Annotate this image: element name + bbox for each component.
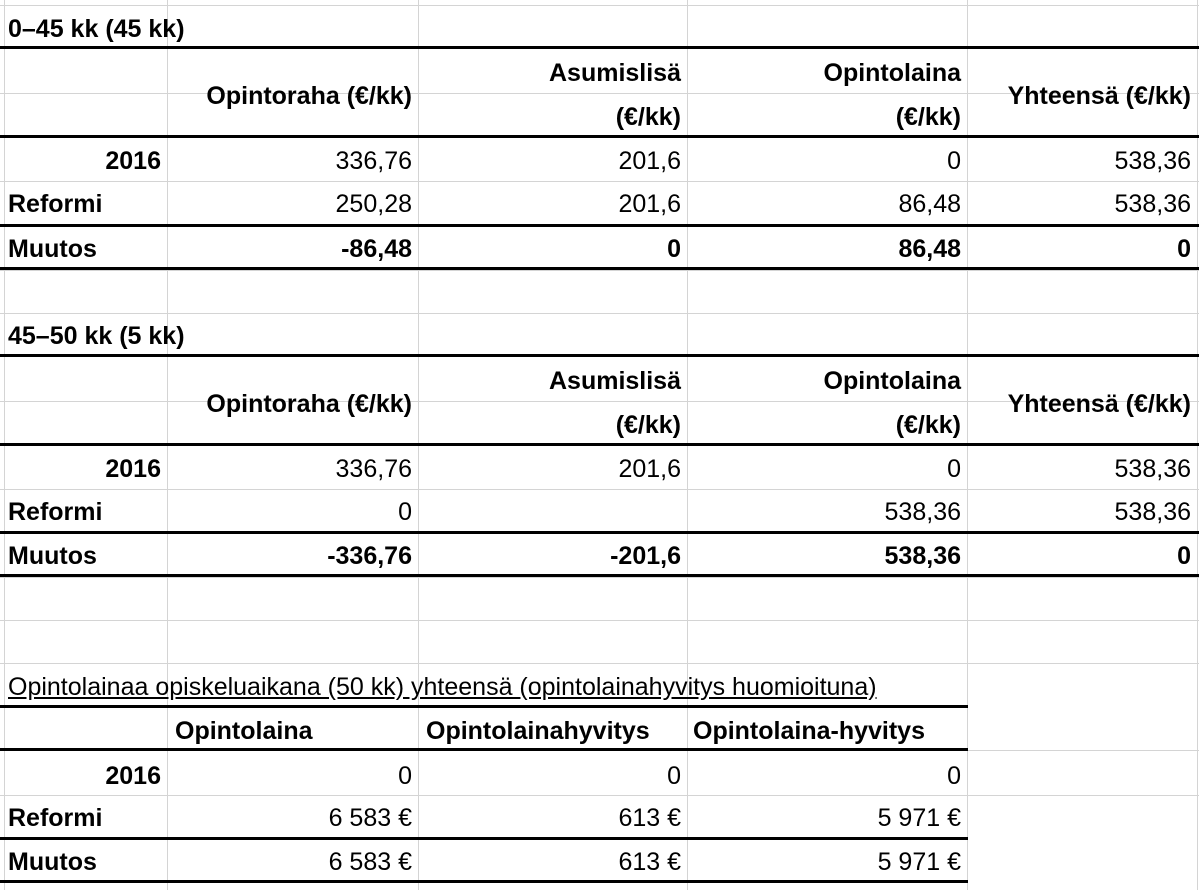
rule-section1-bottom	[0, 267, 1199, 270]
cell-opintolaina: 86,48	[898, 190, 961, 218]
rule-section1-top	[0, 46, 1199, 49]
cell-yhteensa: 538,36	[1114, 498, 1191, 526]
cell-opintolaina-hyvitys: 5 971 €	[877, 848, 961, 876]
row-label: Muutos	[8, 848, 97, 876]
gridline	[0, 313, 1199, 314]
gridline	[0, 5, 1199, 6]
cell-opintolainahyvitys: 613 €	[618, 804, 681, 832]
cell-opintolaina-hyvitys: 5 971 €	[877, 804, 961, 832]
rule-section2-top	[0, 354, 1199, 357]
cell-opintolainahyvitys: 0	[667, 762, 681, 790]
header-asumislisa-unit: (€/kk)	[615, 411, 681, 439]
cell-yhteensa: 538,36	[1114, 147, 1191, 175]
header-opintolaina-unit: (€/kk)	[895, 103, 961, 131]
cell-opintolaina: 0	[398, 762, 412, 790]
rule-section2-header-bottom	[0, 443, 1199, 446]
cell-yhteensa: 0	[1177, 235, 1191, 263]
rule-section3-top	[0, 705, 968, 708]
section-title: 0–45 kk (45 kk)	[8, 15, 185, 43]
gridline	[0, 620, 1199, 621]
gridline	[0, 663, 1199, 664]
header-asumislisa: Asumislisä	[548, 59, 681, 87]
rule-section2-bottom	[0, 574, 1199, 577]
cell-opintoraha: 250,28	[335, 190, 412, 218]
row-label: Reformi	[8, 190, 103, 218]
gridline	[0, 181, 1199, 182]
row-label: Muutos	[8, 235, 97, 263]
row-label: 2016	[105, 762, 161, 790]
row-label: Reformi	[8, 804, 103, 832]
cell-yhteensa: 538,36	[1114, 455, 1191, 483]
cell-yhteensa: 0	[1177, 542, 1191, 570]
cell-asumislisa: 0	[667, 235, 681, 263]
header-yhteensa: Yhteensä (€/kk)	[1007, 82, 1191, 110]
cell-yhteensa: 538,36	[1114, 190, 1191, 218]
row-label: 2016	[105, 147, 161, 175]
cell-asumislisa: -201,6	[610, 542, 681, 570]
cell-opintoraha: 336,76	[335, 455, 412, 483]
header-opintolaina-hyvitys: Opintolaina-hyvitys	[693, 717, 925, 745]
cell-opintolainahyvitys: 613 €	[618, 848, 681, 876]
cell-opintolaina: 6 583 €	[328, 804, 412, 832]
gridline	[0, 270, 1199, 271]
cell-opintolaina: 538,36	[884, 498, 961, 526]
rule-section2-total-top	[0, 531, 1199, 534]
header-opintolaina: Opintolaina	[175, 717, 313, 745]
cell-asumislisa: 201,6	[618, 190, 681, 218]
cell-opintolaina: 0	[947, 455, 961, 483]
row-label: Reformi	[8, 498, 103, 526]
rule-section1-total-top	[0, 224, 1199, 227]
header-asumislisa-unit: (€/kk)	[615, 103, 681, 131]
cell-opintoraha: -336,76	[327, 542, 412, 570]
cell-asumislisa: 201,6	[618, 147, 681, 175]
cell-opintolaina: 6 583 €	[328, 848, 412, 876]
rule-section3-total-top	[0, 837, 968, 840]
cell-opintolaina-hyvitys: 0	[947, 762, 961, 790]
cell-opintolaina: 0	[947, 147, 961, 175]
cell-opintolaina: 538,36	[884, 542, 961, 570]
cell-opintoraha: -86,48	[341, 235, 412, 263]
cell-opintoraha: 0	[398, 498, 412, 526]
cell-opintoraha: 336,76	[335, 147, 412, 175]
header-opintolaina: Opintolaina	[823, 367, 961, 395]
header-opintoraha: Opintoraha (€/kk)	[206, 390, 412, 418]
rule-section1-header-bottom	[0, 135, 1199, 138]
section-title: Opintolainaa opiskeluaikana (50 kk) yhteensä (opintolainahyvitys huomioituna)	[8, 673, 877, 701]
gridline	[0, 489, 1199, 490]
header-yhteensa: Yhteensä (€/kk)	[1007, 390, 1191, 418]
gridline	[0, 795, 1199, 796]
header-opintolaina-unit: (€/kk)	[895, 411, 961, 439]
header-opintolaina: Opintolaina	[823, 59, 961, 87]
header-opintolainahyvitys: Opintolainahyvitys	[426, 717, 650, 745]
cell-opintolaina: 86,48	[898, 235, 961, 263]
cell-asumislisa: 201,6	[618, 455, 681, 483]
row-label: 2016	[105, 455, 161, 483]
header-asumislisa: Asumislisä	[548, 367, 681, 395]
section-title: 45–50 kk (5 kk)	[8, 322, 185, 350]
gridline	[0, 577, 1199, 578]
header-opintoraha: Opintoraha (€/kk)	[206, 82, 412, 110]
row-label: Muutos	[8, 542, 97, 570]
cell-asumislisa	[418, 496, 687, 528]
rule-section3-bottom	[0, 880, 968, 883]
rule-section3-header-bottom	[0, 748, 968, 751]
